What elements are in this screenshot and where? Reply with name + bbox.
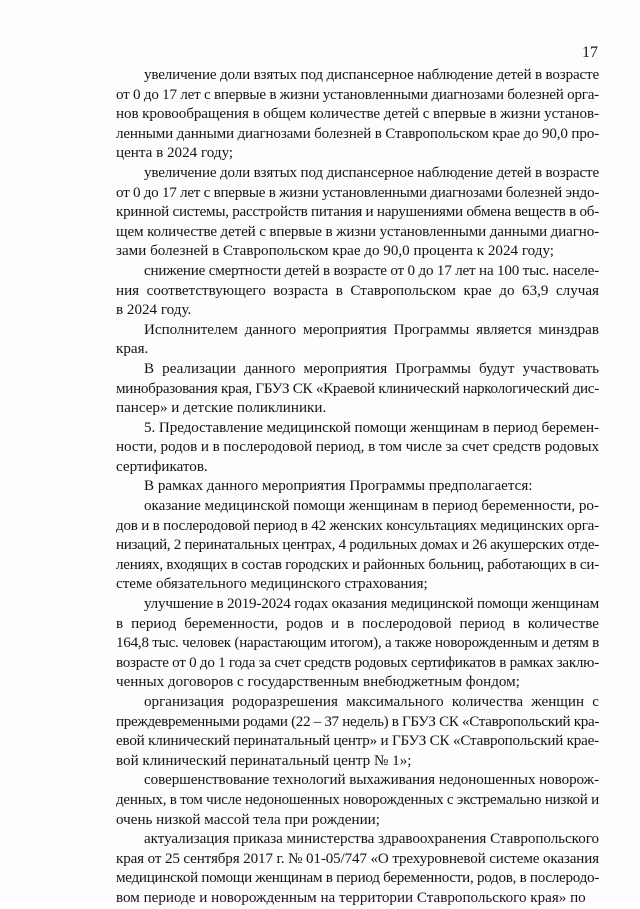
text-line: 5. Предоставление медицинской помощи женщинам в период беремен- xyxy=(144,419,599,436)
text-line: преждевременными родами (22 – 37 недель) в ГБУЗ СК «Ставропольский кра- xyxy=(116,713,600,730)
text-line: кринной системы, расстройств питания и нарушениями обмена веществ в об- xyxy=(116,204,600,221)
text-line: минобразования края, ГБУЗ СК «Краевой клинический наркологический дис- xyxy=(116,380,599,397)
document-body xyxy=(116,66,599,909)
text-line: от 0 до 17 лет с впервые в жизни установленными диагнозами болезней эндо- xyxy=(116,184,600,201)
paragraph xyxy=(116,321,599,360)
text-line: низаций, 2 перинатальных центрах, 4 родильных домах и 26 акушерских отде- xyxy=(116,537,599,554)
text-line: 164,8 тыс. человек (нарастающим итогом), а также новорожденным и детям в xyxy=(116,635,599,652)
text-line: вом периоде и новорожденным на территории Ставропольского края» по xyxy=(116,889,586,906)
paragraph xyxy=(116,262,599,321)
text-line: вой клинический перинатальный центр № 1»; xyxy=(116,752,412,769)
text-line: цента в 2024 году; xyxy=(116,145,234,162)
paragraph xyxy=(116,66,599,164)
text-line: организация родоразрешения максимального количества женщин с xyxy=(144,694,599,710)
text-line: в период беременности, родов и в послеродовой период в количестве xyxy=(116,615,599,632)
paragraph xyxy=(116,830,599,908)
text-line: В реализации данного мероприятия Программы будут участвовать xyxy=(144,360,599,377)
text-line: ния соответствующего возраста в Ставропольском крае до 63,9 случая xyxy=(116,282,599,299)
paragraph xyxy=(116,497,599,595)
text-line: края от 25 сентября 2017 г. № 01-05/747 «О трехуровневой системе оказания xyxy=(116,850,599,867)
paragraph xyxy=(116,419,599,478)
paragraph xyxy=(116,360,599,419)
paragraph xyxy=(116,595,599,693)
text-line: края. xyxy=(116,341,149,358)
text-line: увеличение доли взятых под диспансерное наблюдение детей в возрасте xyxy=(144,164,600,181)
paragraph xyxy=(116,693,599,771)
text-line: увеличение доли взятых под диспансерное наблюдение детей в возрасте xyxy=(144,67,600,83)
text-line: медицинской помощи женщинам в период беременности, родов, в послеродо- xyxy=(116,870,600,887)
text-line: Исполнителем данного мероприятия Программы является минздрав xyxy=(144,321,600,338)
text-line: совершенствование технологий выхаживания недоношенных новорож- xyxy=(144,772,599,789)
page-number: 17 xyxy=(582,44,598,61)
text-line: пансер» и детские поликлиники. xyxy=(116,400,327,417)
paragraph xyxy=(116,164,599,262)
text-line: оказание медицинской помощи женщинам в период беременности, ро- xyxy=(144,498,599,515)
text-line: лениях, входящих в состав городских и районных больниц, работающих в си- xyxy=(116,556,599,573)
text-line: евой клинический перинатальный центр» и ГБУЗ СК «Ставропольский крае- xyxy=(116,733,599,750)
text-line: снижение смертности детей в возрасте от 0 до 17 лет на 100 тыс. населе- xyxy=(144,262,600,279)
text-line: денных, в том числе недоношенных новорожденных с экстремально низкой и xyxy=(116,791,599,808)
text-line: стеме обязательного медицинского страхования; xyxy=(116,576,428,593)
text-line: сертификатов. xyxy=(116,458,208,475)
text-line: ности, родов и в послеродовой период, в том числе за счет средств родовых xyxy=(116,439,599,456)
text-line: улучшение в 2019-2024 годах оказания медицинской помощи женщинам xyxy=(144,596,600,613)
text-line: очень низкой массой тела при рождении; xyxy=(116,811,380,828)
text-line: нов кровообращения в общем количестве детей с впервые в жизни установ- xyxy=(116,106,599,123)
text-line: от 0 до 17 лет с впервые в жизни установленными диагнозами болезней орга- xyxy=(116,86,599,103)
text-line: ленными данными диагнозами болезней в Ставропольском крае до 90,0 про- xyxy=(116,125,599,142)
paragraph xyxy=(116,771,599,830)
text-line: В рамках данного мероприятия Программы предполагается: xyxy=(144,478,533,495)
paragraph xyxy=(116,477,599,497)
text-line: дов и в послеродовой период в 42 женских консультациях медицинских орга- xyxy=(116,517,599,534)
text-line: зами болезней в Ставропольском крае до 90,0 процента к 2024 году; xyxy=(116,243,554,260)
text-line: ченных договоров с государственным внебюджетным фондом; xyxy=(116,674,520,691)
text-line: возрасте от 0 до 1 года за счет средств родовых сертификатов в рамках заклю- xyxy=(116,654,599,671)
text-line: в 2024 году. xyxy=(116,302,192,319)
text-line: щем количестве детей с впервые в жизни установленными данными диагно- xyxy=(116,223,599,240)
text-line: актуализация приказа министерства здравоохранения Ставропольского xyxy=(144,831,599,848)
